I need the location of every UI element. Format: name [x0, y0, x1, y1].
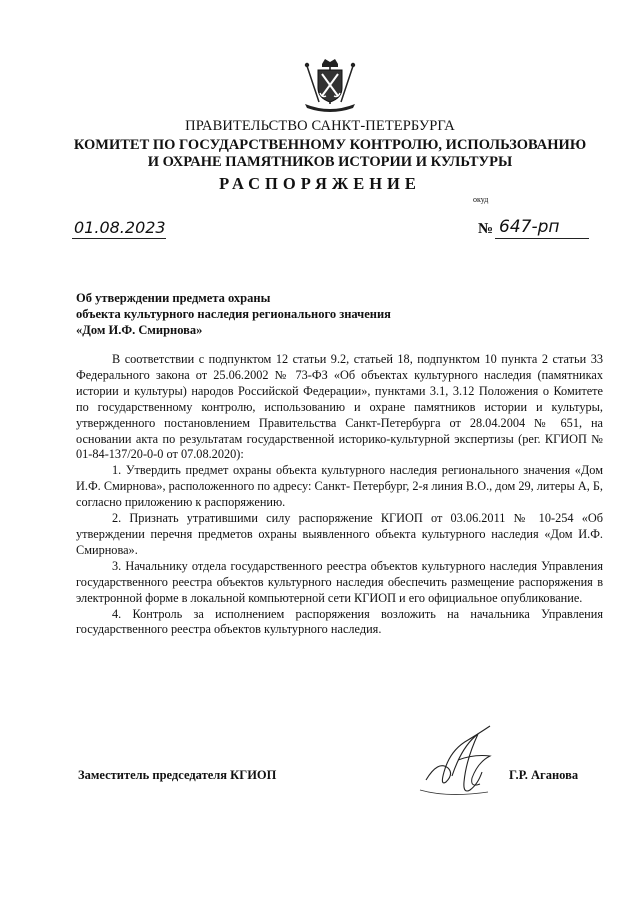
committee-line-1: КОМИТЕТ ПО ГОСУДАРСТВЕННОМУ КОНТРОЛЮ, ИСПОЛЬЗОВАНИЮ	[73, 137, 587, 153]
subject-line-1: Об утверждении предмета охраны	[76, 291, 271, 305]
signatory-title: Заместитель председателя КГИОП	[78, 768, 277, 782]
body-item-4: 4. Контроль за исполнением распоряжения возложить на начальника Управления государственного реестра объектов культурного наследия.	[76, 606, 603, 637]
okud-label: окуд	[473, 195, 489, 204]
coat-of-arms-icon	[299, 58, 361, 114]
body-item-3: 3. Начальнику отдела государственного реестра объектов культурного наследия Управления государственного реестра объектов культурного наследия обеспечить размещение распоряжения в электронной форме в локальной компьютерной сети КГИОП и его официальное опубликование.	[76, 558, 603, 605]
body-item-1: 1. Утвердить предмет охраны объекта культурного наследия регионального значения «Дом И.Ф. Смирнова», расположенного по адресу: Санкт- Петербург, 2-я линия В.О., дом 29, литеры А, Б, согласно приложению к распоряжению.	[76, 463, 603, 510]
body-intro: В соответствии с подпунктом 12 статьи 9.2, статьей 18, подпунктом 10 пункта 2 статьи 33 Федерального закона от 25.06.2002 № 73-ФЗ «Об объектах культурного наследия (памятниках истории и культуры) народов Российской Федерации», пунктами 3.1, 3.12 Положения о Комитете по государственному контролю, использованию и охране памятников истории и культуры, утвержденного постановлением Правительства Санкт-Петербурга от 28.04.2004 № 651, на основании акта по результатам государственной историко-культурной экспертизы (рег. КГИОП № 01-84-137/20-0-0 от 07.08.2020):	[76, 352, 603, 462]
committee-line-2: И ОХРАНЕ ПАМЯТНИКОВ ИСТОРИИ И КУЛЬТУРЫ	[147, 154, 513, 170]
document-body	[76, 352, 603, 638]
subject-line-2: объекта культурного наследия регионального значения	[76, 307, 391, 321]
handwritten-signature-icon	[418, 720, 513, 802]
body-item-2: 2. Признать утратившими силу распоряжение КГИОП от 03.06.2011 № 10-254 «Об утверждении перечня предметов охраны выявленного объекта культурного наследия «Дом И.Ф. Смирнова».	[76, 511, 603, 557]
document-subject	[76, 290, 476, 338]
government-name: ПРАВИТЕЛЬСТВО САНКТ-ПЕТЕРБУРГА	[185, 118, 455, 134]
signatory-name: Г.Р. Аганова	[509, 768, 579, 782]
document-date: 01.08.2023	[74, 218, 166, 237]
document-number: 647-рп	[495, 217, 589, 239]
committee-name	[60, 137, 600, 171]
subject-line-3: «Дом И.Ф. Смирнова»	[76, 323, 203, 337]
document-type: РАСПОРЯЖЕНИЕ	[219, 174, 421, 193]
number-sign: №	[478, 221, 494, 237]
